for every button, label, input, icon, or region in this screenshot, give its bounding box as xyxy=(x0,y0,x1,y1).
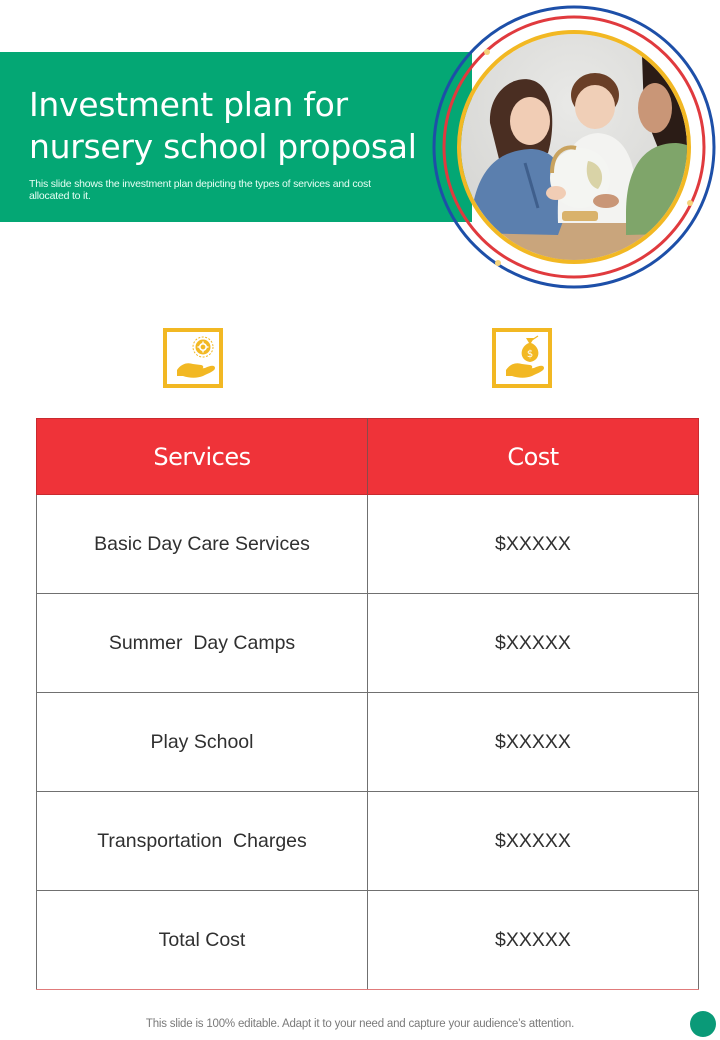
column-header-services: Services xyxy=(37,419,368,495)
service-cell: Total Cost xyxy=(37,891,368,990)
service-cell: Play School xyxy=(37,693,368,792)
column-header-cost: Cost xyxy=(368,419,699,495)
service-cell: Basic Day Care Services xyxy=(37,495,368,594)
cost-icon-box xyxy=(492,328,552,388)
green-dot-icon xyxy=(690,1011,716,1037)
photo-scene xyxy=(430,3,718,291)
table-row-total xyxy=(37,891,699,990)
cost-cell: $XXXXX xyxy=(368,495,699,594)
page-subtitle: This slide shows the investment plan depicting the types of services and cost allocated to it. xyxy=(29,178,371,202)
cost-cell: $XXXXX xyxy=(368,693,699,792)
table-row xyxy=(37,693,699,792)
page-title: Investment plan for nursery school proposal xyxy=(29,85,417,166)
hand-holding-gear-icon xyxy=(167,332,219,384)
service-cell: Summer Day Camps xyxy=(37,594,368,693)
footer-note: This slide is 100% editable. Adapt it to your need and capture your audience’s attention. xyxy=(145,1018,575,1030)
table-row xyxy=(37,495,699,594)
cost-cell: $XXXXX xyxy=(368,792,699,891)
classroom-photo xyxy=(430,3,718,291)
cost-cell: $XXXXX xyxy=(368,891,699,990)
dollar-sign-glyph: $ xyxy=(526,349,534,360)
table-row xyxy=(37,594,699,693)
table-row xyxy=(37,792,699,891)
cost-cell: $XXXXX xyxy=(368,594,699,693)
hand-holding-money-bag-icon xyxy=(496,332,548,384)
table-header-row xyxy=(37,419,699,495)
service-cell: Transportation Charges xyxy=(37,792,368,891)
investment-table xyxy=(36,418,699,990)
services-icon-box xyxy=(163,328,223,388)
